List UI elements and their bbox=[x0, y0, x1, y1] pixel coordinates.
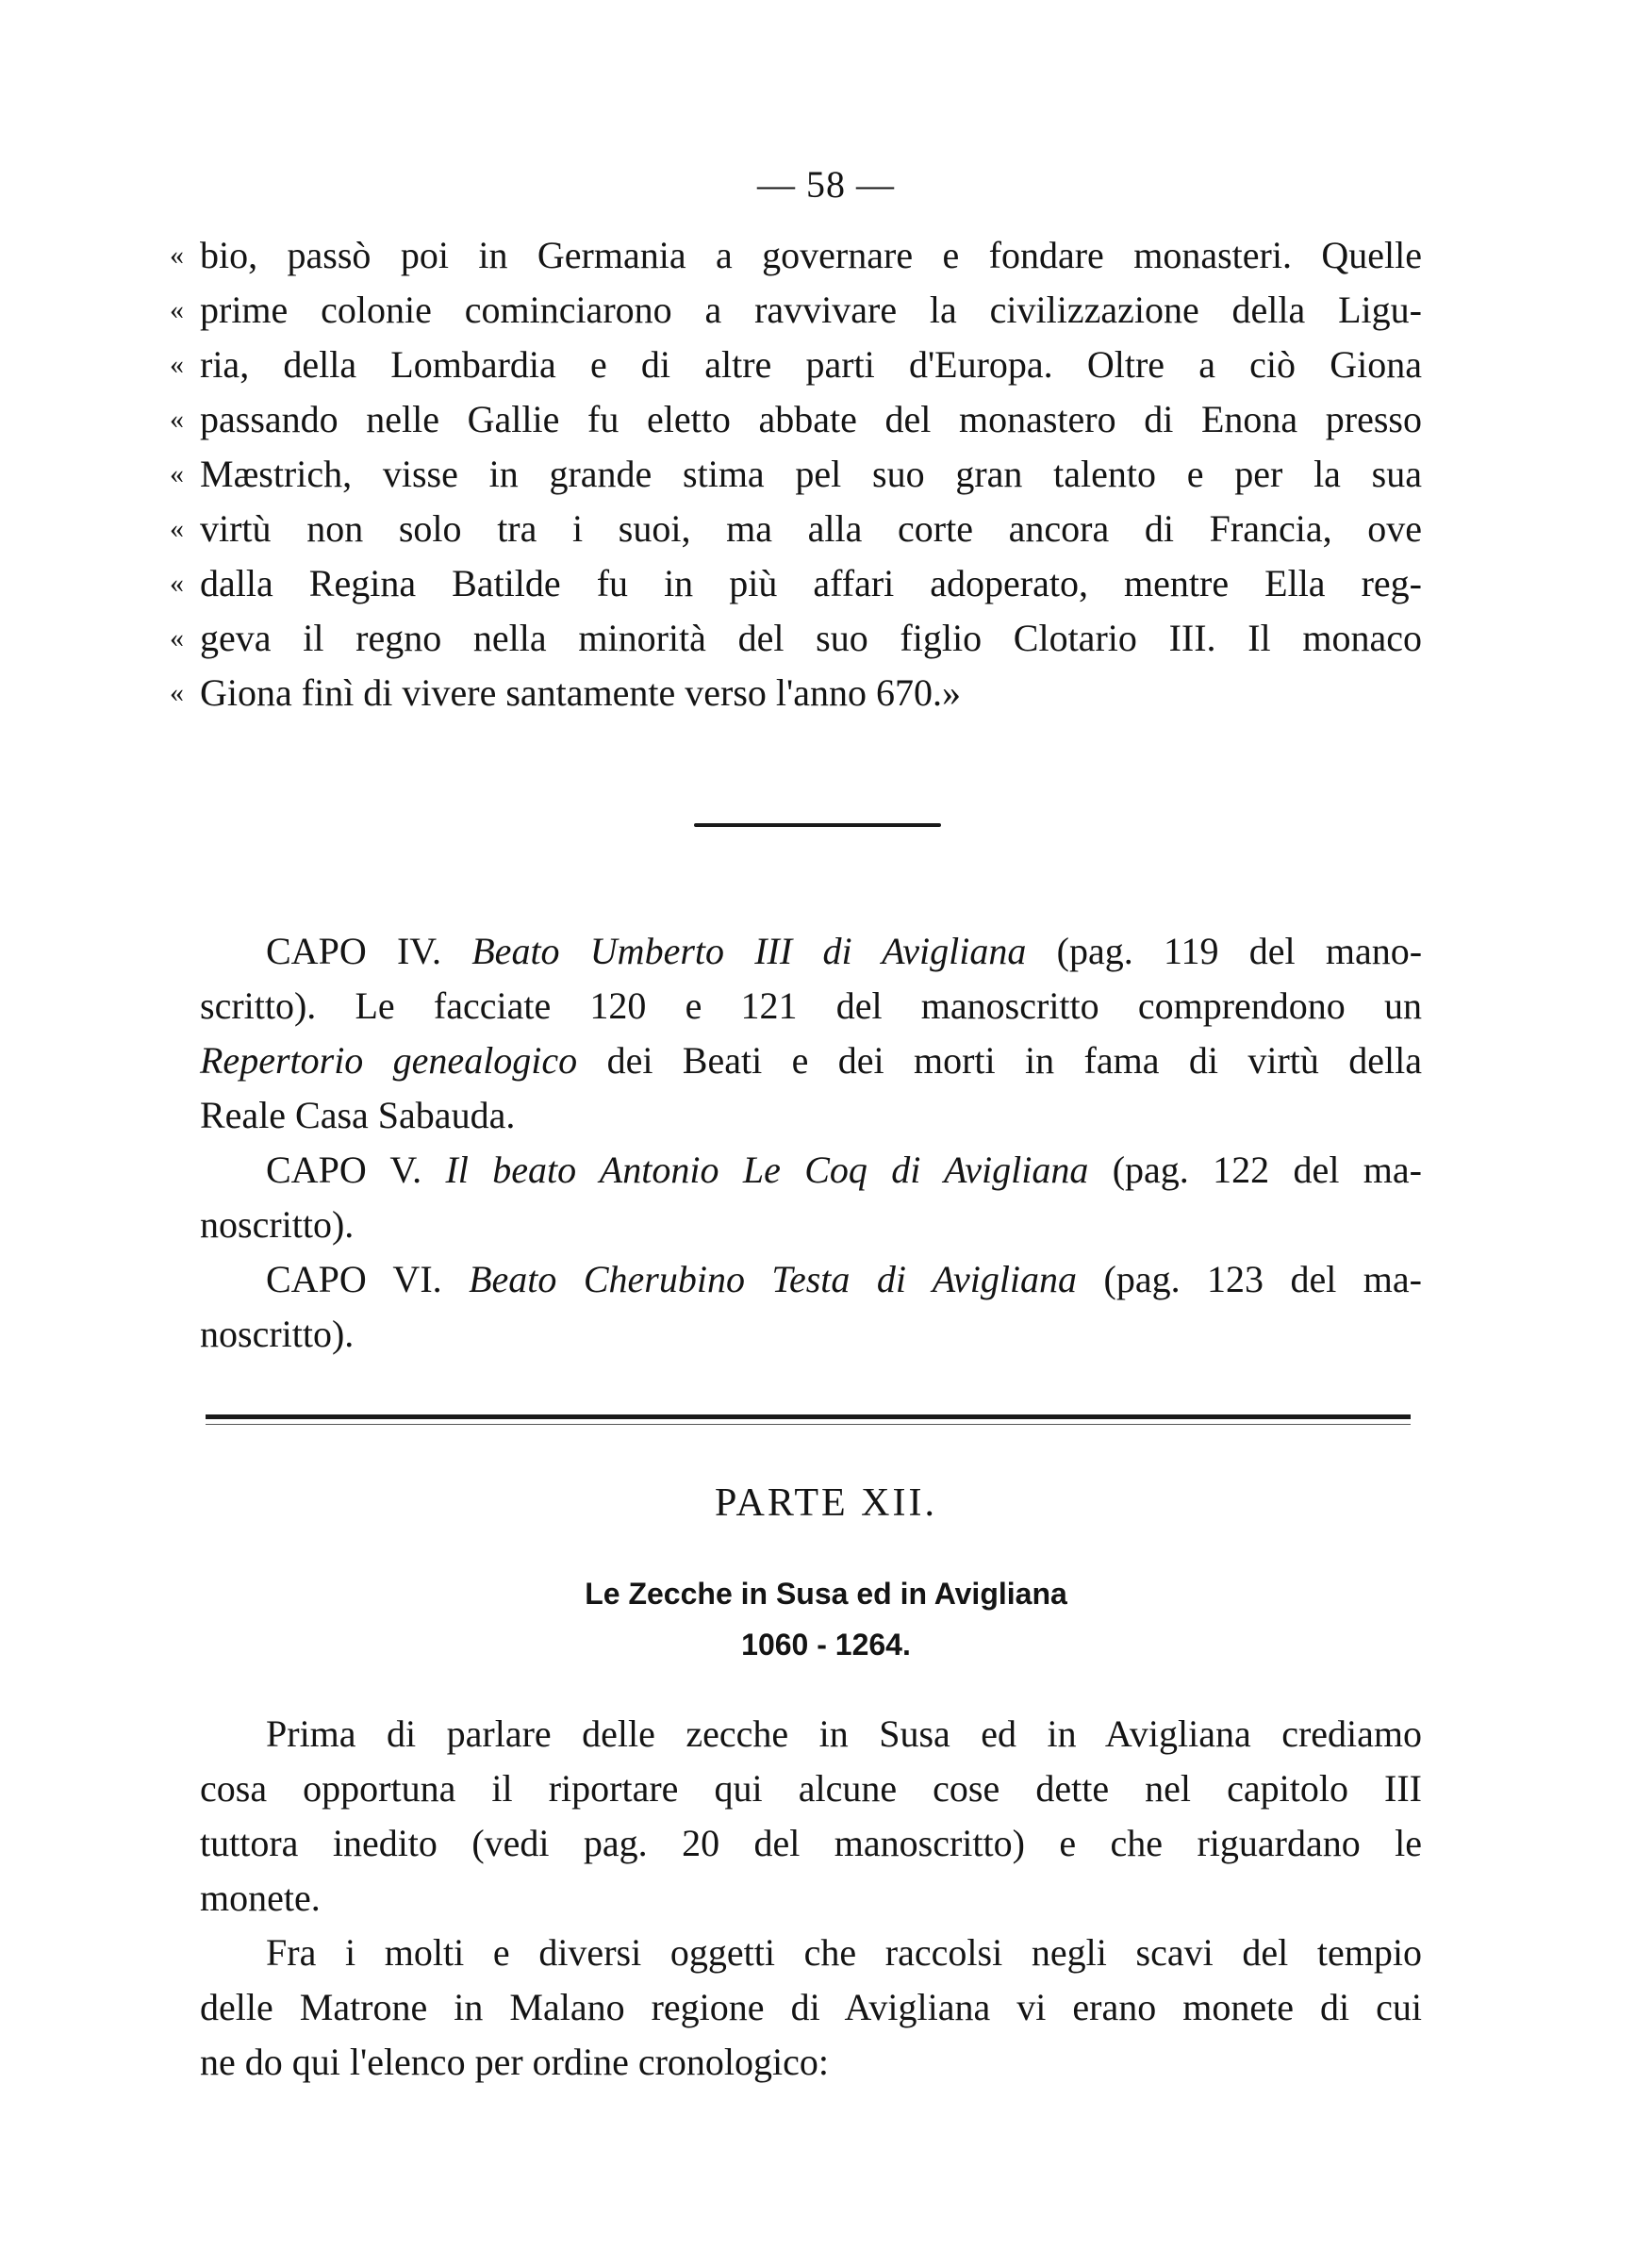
page-number: — 58 — bbox=[757, 163, 895, 206]
capo-6-line: noscritto). bbox=[200, 1313, 355, 1355]
quote-mark: « bbox=[170, 622, 184, 653]
capo-4-line: scritto). Le facciate 120 e 121 del manoscritto comprendono un bbox=[200, 984, 1422, 1027]
capo-5-title: Il beato Antonio Le Coq di Avigliana bbox=[445, 1149, 1089, 1191]
quoted-line: « prime colonie cominciarono a ravvivare la civilizzazione della Ligu- bbox=[200, 283, 1422, 338]
paragraph-line: cosa opportuna il riportare qui alcune cose dette nel capitolo III bbox=[200, 1767, 1422, 1810]
capo-5-ref: (pag. 122 del ma- bbox=[1112, 1149, 1422, 1191]
quote-mark: « bbox=[170, 458, 184, 489]
paragraph-line: ne do qui l'elenco per ordine cronologico: bbox=[200, 2041, 829, 2083]
quoted-line: « geva il regno nella minorità del suo figlio Clotario III. Il monaco bbox=[200, 611, 1422, 666]
paragraph-line: Fra i molti e diversi oggetti che raccolsi negli scavi del tempio bbox=[266, 1931, 1422, 1974]
capo-4-line: Repertorio genealogico dei Beati e dei morti in fama di virtù della bbox=[200, 1039, 1423, 1082]
capo-6-title: Beato Cherubino Testa di Avigliana bbox=[469, 1258, 1078, 1300]
paragraph-line: Prima di parlare delle zecche in Susa ed in Avigliana crediamo bbox=[266, 1712, 1422, 1755]
capo-4-ref: (pag. 119 del mano- bbox=[1056, 930, 1423, 972]
capo-4-line: Reale Casa Sabauda. bbox=[200, 1094, 516, 1136]
quote-mark: « bbox=[170, 240, 184, 271]
capo-4-title: Beato Umberto III di Avigliana bbox=[471, 930, 1027, 972]
paragraph-line: monete. bbox=[200, 1877, 321, 1919]
capo-4-heading-line bbox=[266, 924, 1422, 979]
section-dates: 1060 - 1264. bbox=[741, 1628, 911, 1662]
section-divider-long bbox=[206, 1414, 1411, 1419]
quoted-line: « passando nelle Gallie fu eletto abbate del monastero di Enona presso bbox=[200, 392, 1422, 447]
part-title: PARTE XII. bbox=[715, 1481, 937, 1525]
section-divider bbox=[694, 823, 941, 827]
quote-mark: « bbox=[170, 294, 184, 325]
capo-6-label: CAPO VI. bbox=[266, 1258, 442, 1300]
quoted-line: « bio, passò poi in Germania a governare e fondare monasteri. Quelle bbox=[200, 228, 1422, 283]
capo-5-line: noscritto). bbox=[200, 1203, 355, 1246]
quoted-line: « Giona finì di vivere santamente verso l'anno 670.» bbox=[200, 666, 1422, 720]
capo-5-heading-line bbox=[266, 1143, 1422, 1198]
section-divider-thin bbox=[206, 1424, 1411, 1425]
section-title: Le Zecche in Susa ed in Avigliana bbox=[585, 1577, 1067, 1611]
paragraph-line: tuttora inedito (vedi pag. 20 del manoscritto) e che riguardano le bbox=[200, 1822, 1422, 1864]
repertorio-title: Repertorio genealogico bbox=[200, 1039, 578, 1082]
quote-mark: « bbox=[170, 404, 184, 435]
quoted-line: « ria, della Lombardia e di altre parti d'Europa. Oltre a ciò Giona bbox=[200, 338, 1422, 392]
quoted-line: « virtù non solo tra i suoi, ma alla corte ancora di Francia, ove bbox=[200, 502, 1422, 556]
quote-mark: « bbox=[170, 568, 184, 599]
capo-6-ref: (pag. 123 del ma- bbox=[1103, 1258, 1422, 1300]
quoted-line: « dalla Regina Batilde fu in più affari adoperato, mentre Ella reg- bbox=[200, 556, 1422, 611]
paragraph-line: delle Matrone in Malano regione di Avigliana vi erano monete di cui bbox=[200, 1986, 1422, 2028]
capo-6-heading-line bbox=[266, 1252, 1422, 1307]
quote-mark: « bbox=[170, 677, 184, 708]
quoted-line: « Mæstrich, visse in grande stima pel suo gran talento e per la sua bbox=[200, 447, 1422, 502]
quote-mark: « bbox=[170, 349, 184, 380]
quote-mark: « bbox=[170, 513, 184, 544]
capo-4-label: CAPO IV. bbox=[266, 930, 441, 972]
capo-5-label: CAPO V. bbox=[266, 1149, 422, 1191]
